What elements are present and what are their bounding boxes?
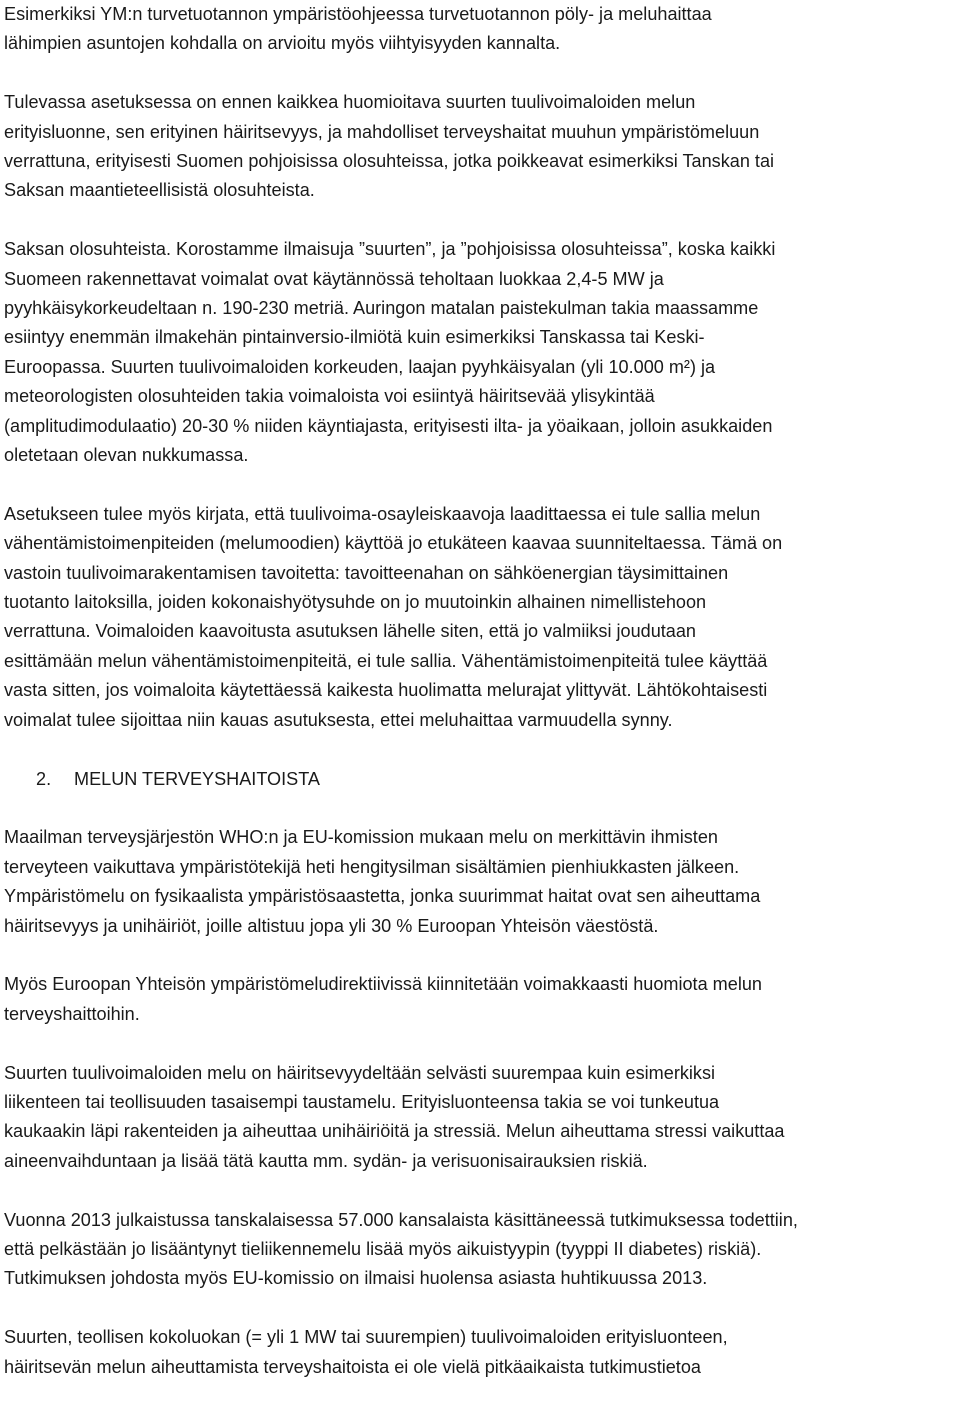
paragraph (4, 970, 959, 1029)
text-line: Vuonna 2013 julkaistussa tanskalaisessa 57.000 kansalaista käsittäneessä tutkimuksessa todettiin, (4, 1209, 798, 1230)
paragraph (4, 88, 959, 206)
text-line: Maailman terveysjärjestön WHO:n ja EU-komission mukaan melu on merkittävin ihmisten (4, 827, 718, 848)
paragraph (4, 235, 959, 470)
text-line: erityisluonne, sen erityinen häiritsevyys, ja mahdolliset terveyshaitat muuhun ympäristömeluun (4, 121, 760, 142)
paragraph (4, 1206, 959, 1294)
text-line: oletetaan olevan nukkumassa. (4, 445, 249, 466)
text-line: Tutkimuksen johdosta myös EU-komissio on ilmaisi huolensa asiasta huhtikuussa 2013. (4, 1268, 708, 1289)
document-body-after-heading (4, 823, 959, 1382)
paragraph (4, 1323, 959, 1382)
text-line: Euroopassa. Suurten tuulivoimaloiden korkeuden, laajan pyyhkäisyalan (yli 10.000 m²) ja (4, 356, 716, 377)
text-line: Myös Euroopan Yhteisön ympäristömeludirektiivissä kiinnitetään voimakkaasti huomiota melun (4, 974, 762, 995)
text-line: esittämään melun vähentämistoimenpiteitä, ei tule sallia. Vähentämistoimenpiteitä tulee käyttää (4, 650, 768, 671)
document-body-before-heading (4, 0, 959, 735)
text-line: voimalat tulee sijoittaa niin kauas asutuksesta, ettei meluhaittaa varmuudella synny. (4, 709, 673, 730)
text-line: Saksan olosuhteista. Korostamme ilmaisuja ”suurten”, ja ”pohjoisissa olosuhteissa”, koska kaikki (4, 239, 776, 260)
text-line: häiritsevän melun aiheuttamista terveyshaitoista ei ole vielä pitkäaikaista tutkimustietoa (4, 1356, 701, 1377)
document-page (4, 0, 959, 1411)
text-line: vastoin tuulivoimarakentamisen tavoitetta: tavoitteenahan on sähköenergian täysimittainen (4, 562, 729, 583)
text-line: että pelkästään jo lisääntynyt tieliikennemelu lisää myös aikuistyypin (tyyppi II diabetes) riskiä). (4, 1238, 762, 1259)
text-line: lähimpien asuntojen kohdalla on arvioitu myös viihtyisyyden kannalta. (4, 33, 561, 54)
text-line: vasta sitten, jos voimaloita käytettäessä kaikesta huolimatta melurajat ylittyvät. Lähtökohtaisesti (4, 680, 768, 701)
paragraph (4, 1059, 959, 1177)
text-line: häiritsevyys ja unihäiriöt, joille altistuu jopa yli 30 % Euroopan Yhteisön väestöstä. (4, 915, 659, 936)
text-line: kaukaakin läpi rakenteiden ja aiheuttaa unihäiriöitä ja stressiä. Melun aiheuttama stressi vaikuttaa (4, 1121, 785, 1142)
text-line: Suurten tuulivoimaloiden melu on häiritsevyydeltään selvästi suurempaa kuin esimerkiksi (4, 1062, 716, 1083)
text-line: liikenteen tai teollisuuden tasaisempi taustamelu. Erityisluonteensa takia se voi tunkeutua (4, 1091, 720, 1112)
text-line: Ympäristömelu on fysikaalista ympäristösaastetta, jonka suurimmat haitat ovat sen aiheuttama (4, 886, 761, 907)
paragraph (4, 823, 959, 941)
text-line: Esimerkiksi YM:n turvetuotannon ympäristöohjeessa turvetuotannon pöly- ja meluhaittaa (4, 4, 712, 24)
text-line: Suurten, teollisen kokoluokan (= yli 1 MW tai suurempien) tuulivoimaloiden erityisluonteen, (4, 1327, 728, 1348)
text-line: pyyhkäisykorkeudeltaan n. 190-230 metriä. Auringon matalan paistekulman takia maassamme (4, 298, 759, 319)
text-line: meteorologisten olosuhteiden takia voimaloista voi esiintyä häiritsevää ylisykintää (4, 386, 655, 407)
text-line: terveyshaittoihin. (4, 1003, 140, 1024)
text-line: verrattuna. Voimaloiden kaavoitusta asutuksen lähelle siten, että jo valmiiksi joudutaan (4, 621, 696, 642)
section-title: MELUN TERVEYSHAITOISTA (74, 768, 321, 789)
section-number: 2. (36, 768, 52, 789)
text-line: tuotanto laitoksilla, joiden kokonaishyötysuhde on jo muutoinkin alhainen nimellistehoon (4, 592, 707, 613)
paragraph (4, 0, 959, 59)
text-line: Tulevassa asetuksessa on ennen kaikkea huomioitava suurten tuulivoimaloiden melun (4, 92, 696, 113)
text-line: aineenvaihduntaan ja lisää tätä kautta mm. sydän- ja verisuonisairauksien riskiä. (4, 1150, 648, 1171)
text-line: (amplitudimodulaatio) 20-30 % niiden käyntiajasta, erityisesti ilta- ja yöaikaan, jolloin asukkaiden (4, 415, 773, 436)
text-line: Suomeen rakennettavat voimalat ovat käytännössä teholtaan luokkaa 2,4-5 MW ja (4, 268, 664, 289)
paragraph (4, 500, 959, 735)
text-line: vähentämistoimenpiteiden (melumoodien) käyttöä jo etukäteen kaavaa suunniteltaessa. Tämä on (4, 533, 783, 554)
text-line: terveyteen vaikuttava ympäristötekijä heti hengitysilman sisältämien pienhiukkasten jälkeen. (4, 856, 740, 877)
text-line: esiintyy enemmän ilmakehän pintainversio-ilmiötä kuin esimerkiksi Tanskassa tai Keski- (4, 327, 705, 348)
text-line: Saksan maantieteellisistä olosuhteista. (4, 180, 315, 201)
section-heading (4, 765, 959, 794)
text-line: Asetukseen tulee myös kirjata, että tuulivoima-osayleiskaavoja laadittaessa ei tule sallia melun (4, 503, 761, 524)
text-line: verrattuna, erityisesti Suomen pohjoisissa olosuhteissa, jotka poikkeavat esimerkiksi Tanskan tai (4, 151, 775, 172)
